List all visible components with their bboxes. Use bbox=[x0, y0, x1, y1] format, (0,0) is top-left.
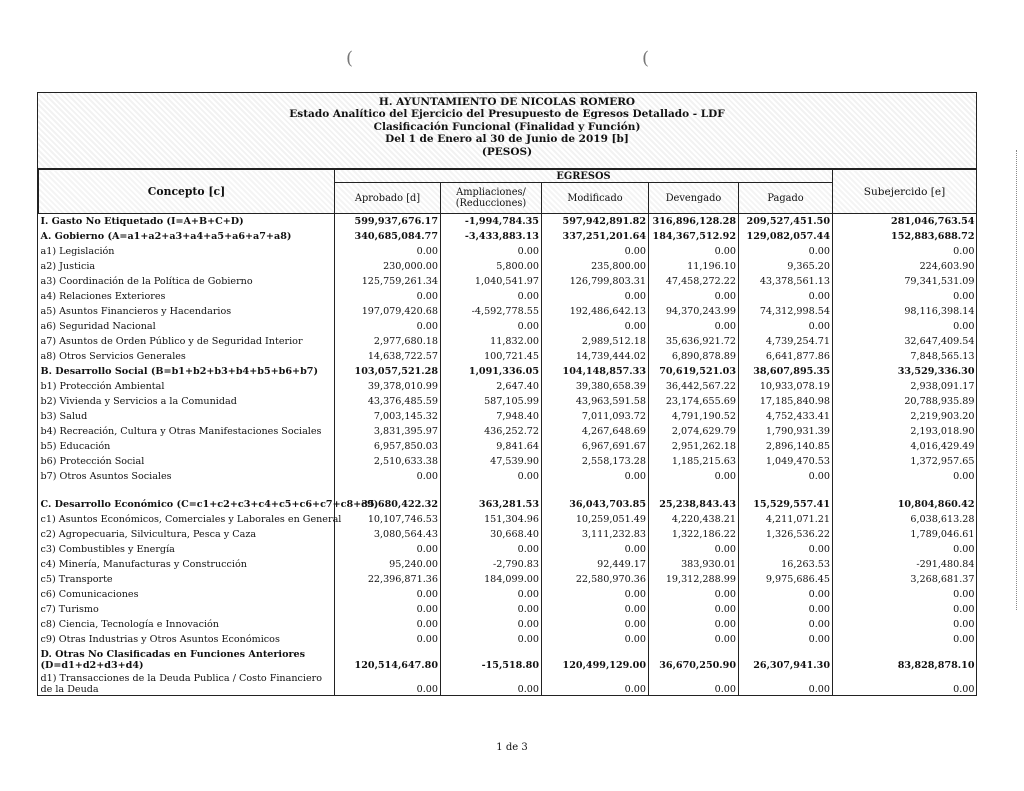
pagado-cell: 16,263.53 bbox=[739, 557, 833, 572]
devengado-cell bbox=[649, 484, 739, 497]
row-label: A. Gobierno (A=a1+a2+a3+a4+a5+a6+a7+a8) bbox=[40, 231, 292, 242]
subejercido-cell: 0.00 bbox=[833, 319, 977, 334]
ampliaciones-cell: 0.00 bbox=[441, 602, 542, 617]
modificado-cell: 6,967,691.67 bbox=[542, 439, 649, 454]
aprobado-cell: 2,977,680.18 bbox=[335, 334, 441, 349]
pagado-cell: 1,049,470.53 bbox=[739, 454, 833, 469]
subejercido-cell: 7,848,565.13 bbox=[833, 349, 977, 364]
table-row bbox=[39, 542, 977, 557]
devengado-cell: 94,370,243.99 bbox=[649, 304, 739, 319]
subejercido-cell: 1,372,957.65 bbox=[833, 454, 977, 469]
table-row bbox=[39, 364, 977, 379]
pagado-cell: 10,933,078.19 bbox=[739, 379, 833, 394]
subejercido-cell: 6,038,613.28 bbox=[833, 512, 977, 527]
ampliaciones-cell: 436,252.72 bbox=[441, 424, 542, 439]
modificado-cell: 235,800.00 bbox=[542, 259, 649, 274]
aprobado-cell: 340,685,084.77 bbox=[335, 229, 441, 244]
page-number: 1 de 3 bbox=[496, 742, 528, 753]
devengado-cell: 23,174,655.69 bbox=[649, 394, 739, 409]
modificado-cell: 4,267,648.69 bbox=[542, 424, 649, 439]
pagado-cell: 26,307,941.30 bbox=[739, 647, 833, 671]
devengado-header: Devengado bbox=[649, 183, 739, 214]
modificado-cell: 0.00 bbox=[542, 469, 649, 484]
modificado-cell: 0.00 bbox=[542, 319, 649, 334]
devengado-cell: 0.00 bbox=[649, 469, 739, 484]
table-row bbox=[39, 572, 977, 587]
table-row bbox=[39, 424, 977, 439]
table-row bbox=[39, 671, 977, 695]
row-label: a1) Legislación bbox=[40, 246, 115, 257]
devengado-cell: 0.00 bbox=[649, 542, 739, 557]
aprobado-cell: 0.00 bbox=[335, 244, 441, 259]
devengado-cell: 47,458,272.22 bbox=[649, 274, 739, 289]
row-label: c3) Combustibles y Energía bbox=[40, 544, 175, 555]
table-row bbox=[39, 512, 977, 527]
row-label: b4) Recreación, Cultura y Otras Manifestaciones Sociales bbox=[40, 426, 322, 437]
table-row bbox=[39, 409, 977, 424]
row-label: I. Gasto No Etiquetado (I=A+B+C+D) bbox=[39, 214, 335, 230]
modificado-cell: 0.00 bbox=[542, 602, 649, 617]
modificado-cell: 0.00 bbox=[542, 587, 649, 602]
devengado-cell: 11,196.10 bbox=[649, 259, 739, 274]
table-row bbox=[39, 304, 977, 319]
report-header bbox=[38, 93, 976, 169]
pagado-cell bbox=[739, 484, 833, 497]
pagado-cell: 2,896,140.85 bbox=[739, 439, 833, 454]
subejercido-cell: 1,789,046.61 bbox=[833, 527, 977, 542]
ampliaciones-cell: 0.00 bbox=[441, 244, 542, 259]
table-row bbox=[39, 259, 977, 274]
ampliaciones-cell: 0.00 bbox=[441, 587, 542, 602]
pagado-cell: 6,641,877.86 bbox=[739, 349, 833, 364]
devengado-cell: 0.00 bbox=[649, 244, 739, 259]
row-label: a5) Asuntos Financieros y Hacendarios bbox=[40, 306, 232, 317]
aprobado-header: Aprobado [d] bbox=[335, 183, 441, 214]
modificado-cell: 192,486,642.13 bbox=[542, 304, 649, 319]
aprobado-cell: 43,376,485.59 bbox=[335, 394, 441, 409]
devengado-cell: 70,619,521.03 bbox=[649, 364, 739, 379]
ampliaciones-cell: 5,800.00 bbox=[441, 259, 542, 274]
table-row bbox=[39, 349, 977, 364]
modificado-cell: 0.00 bbox=[542, 632, 649, 647]
table-row bbox=[39, 557, 977, 572]
devengado-cell: 2,074,629.79 bbox=[649, 424, 739, 439]
aprobado-cell: 14,638,722.57 bbox=[335, 349, 441, 364]
row-label: a3) Coordinación de la Política de Gobierno bbox=[40, 276, 253, 287]
subejercido-cell: 79,341,531.09 bbox=[833, 274, 977, 289]
aprobado-cell: 197,079,420.68 bbox=[335, 304, 441, 319]
pagado-cell: 9,975,686.45 bbox=[739, 572, 833, 587]
table-row bbox=[39, 632, 977, 647]
row-label: b5) Educación bbox=[40, 441, 111, 452]
modificado-cell: 0.00 bbox=[542, 617, 649, 632]
pagado-cell: 0.00 bbox=[739, 671, 833, 695]
row-label: c7) Turismo bbox=[40, 604, 99, 615]
modificado-cell: 0.00 bbox=[542, 244, 649, 259]
budget-rows bbox=[39, 214, 977, 696]
row-label: a2) Justicia bbox=[40, 261, 96, 272]
modificado-cell: 0.00 bbox=[542, 289, 649, 304]
ampliaciones-cell: 47,539.90 bbox=[441, 454, 542, 469]
ampliaciones-cell: 0.00 bbox=[441, 289, 542, 304]
row-label: c1) Asuntos Económicos, Comerciales y Laborales en General bbox=[40, 514, 342, 525]
row-label: b2) Vivienda y Servicios a la Comunidad bbox=[40, 396, 237, 407]
modificado-cell: 14,739,444.02 bbox=[542, 349, 649, 364]
subejercido-cell: 281,046,763.54 bbox=[833, 214, 977, 230]
table-row bbox=[39, 484, 977, 497]
subejercido-cell: 10,804,860.42 bbox=[833, 497, 977, 512]
devengado-cell: 0.00 bbox=[649, 671, 739, 695]
modificado-header: Modificado bbox=[542, 183, 649, 214]
row-label: a4) Relaciones Exteriores bbox=[40, 291, 166, 302]
row-label: a7) Asuntos de Orden Público y de Seguridad Interior bbox=[40, 336, 303, 347]
subejercido-cell: 33,529,336.30 bbox=[833, 364, 977, 379]
aprobado-cell: 125,759,261.34 bbox=[335, 274, 441, 289]
table-row bbox=[39, 274, 977, 289]
pagado-cell: 0.00 bbox=[739, 319, 833, 334]
aprobado-cell: 0.00 bbox=[335, 587, 441, 602]
row-label: B. Desarrollo Social (B=b1+b2+b3+b4+b5+b6+b7) bbox=[40, 366, 319, 377]
modificado-cell: 120,499,129.00 bbox=[542, 647, 649, 671]
subejercido-cell: 0.00 bbox=[833, 632, 977, 647]
subejercido-cell: 0.00 bbox=[833, 289, 977, 304]
classification-title: Clasificación Funcional (Finalidad y Función) bbox=[373, 120, 641, 133]
ampliaciones-cell bbox=[441, 484, 542, 497]
modificado-cell: 597,942,891.82 bbox=[542, 214, 649, 230]
pagado-cell: 4,752,433.41 bbox=[739, 409, 833, 424]
aprobado-cell: 103,057,521.28 bbox=[335, 364, 441, 379]
aprobado-cell: 0.00 bbox=[335, 319, 441, 334]
devengado-cell: 0.00 bbox=[649, 319, 739, 334]
row-label: b7) Otros Asuntos Sociales bbox=[40, 471, 172, 482]
aprobado-cell: 230,000.00 bbox=[335, 259, 441, 274]
modificado-cell: 39,380,658.39 bbox=[542, 379, 649, 394]
ampliaciones-cell: -3,433,883.13 bbox=[441, 229, 542, 244]
aprobado-cell: 3,831,395.97 bbox=[335, 424, 441, 439]
pagado-cell: 43,378,561.13 bbox=[739, 274, 833, 289]
subejercido-cell: 0.00 bbox=[833, 602, 977, 617]
row-label: b6) Protección Social bbox=[40, 456, 145, 467]
subejercido-cell: 152,883,688.72 bbox=[833, 229, 977, 244]
aprobado-cell: 6,957,850.03 bbox=[335, 439, 441, 454]
table-row bbox=[39, 319, 977, 334]
modificado-cell: 10,259,051.49 bbox=[542, 512, 649, 527]
pagado-cell: 0.00 bbox=[739, 602, 833, 617]
subejercido-cell: 4,016,429.49 bbox=[833, 439, 977, 454]
devengado-cell: 0.00 bbox=[649, 587, 739, 602]
table-row bbox=[39, 229, 977, 244]
row-label: b3) Salud bbox=[40, 411, 88, 422]
modificado-cell: 126,799,803.31 bbox=[542, 274, 649, 289]
row-label: a8) Otros Servicios Generales bbox=[40, 351, 186, 362]
pagado-cell: 4,739,254.71 bbox=[739, 334, 833, 349]
ampliaciones-cell: 0.00 bbox=[441, 469, 542, 484]
row-label: c5) Transporte bbox=[40, 574, 113, 585]
pagado-cell: 4,211,071.21 bbox=[739, 512, 833, 527]
ampliaciones-cell: 11,832.00 bbox=[441, 334, 542, 349]
subejercido-header: Subejercido [e] bbox=[833, 170, 977, 214]
pagado-cell: 0.00 bbox=[739, 542, 833, 557]
table-row bbox=[39, 334, 977, 349]
egresos-header: EGRESOS bbox=[335, 170, 833, 183]
table-row bbox=[39, 617, 977, 632]
subejercido-cell bbox=[833, 484, 977, 497]
pagado-cell: 9,365.20 bbox=[739, 259, 833, 274]
subejercido-cell: 3,268,681.37 bbox=[833, 572, 977, 587]
table-row bbox=[39, 454, 977, 469]
table-row bbox=[39, 469, 977, 484]
row-label: d1) Transacciones de la Deuda Publica / Costo Financiero de la Deuda bbox=[40, 673, 322, 695]
pagado-cell: 74,312,998.54 bbox=[739, 304, 833, 319]
aprobado-cell: 10,107,746.53 bbox=[335, 512, 441, 527]
devengado-cell: 4,791,190.52 bbox=[649, 409, 739, 424]
aprobado-cell: 0.00 bbox=[335, 289, 441, 304]
ampliaciones-cell: 0.00 bbox=[441, 542, 542, 557]
row-label: b1) Protección Ambiental bbox=[40, 381, 165, 392]
table-row bbox=[39, 379, 977, 394]
table-row bbox=[39, 527, 977, 542]
ampliaciones-cell: 0.00 bbox=[441, 319, 542, 334]
aprobado-cell: 0.00 bbox=[335, 671, 441, 695]
modificado-cell: 104,148,857.33 bbox=[542, 364, 649, 379]
ampliaciones-cell: -4,592,778.55 bbox=[441, 304, 542, 319]
ampliaciones-cell: 9,841.64 bbox=[441, 439, 542, 454]
ampliaciones-cell: -1,994,784.35 bbox=[441, 214, 542, 230]
ampliaciones-cell: 587,105.99 bbox=[441, 394, 542, 409]
modificado-cell: 2,989,512.18 bbox=[542, 334, 649, 349]
subejercido-cell: 32,647,409.54 bbox=[833, 334, 977, 349]
pagado-cell: 0.00 bbox=[739, 469, 833, 484]
pagado-cell: 0.00 bbox=[739, 587, 833, 602]
aprobado-cell: 0.00 bbox=[335, 542, 441, 557]
ampliaciones-cell: 151,304.96 bbox=[441, 512, 542, 527]
pagado-cell: 0.00 bbox=[739, 244, 833, 259]
subejercido-cell: 83,828,878.10 bbox=[833, 647, 977, 671]
pagado-cell: 0.00 bbox=[739, 617, 833, 632]
aprobado-cell: 22,396,871.36 bbox=[335, 572, 441, 587]
ampliaciones-cell: 7,948.40 bbox=[441, 409, 542, 424]
ampliaciones-cell: -2,790.83 bbox=[441, 557, 542, 572]
ampliaciones-cell: 100,721.45 bbox=[441, 349, 542, 364]
row-label: C. Desarrollo Económico (C=c1+c2+c3+c4+c5+c6+c7+c8+c9) bbox=[40, 499, 379, 510]
budget-table bbox=[38, 169, 977, 695]
budget-report bbox=[37, 92, 977, 696]
pagado-cell: 17,185,840.98 bbox=[739, 394, 833, 409]
ampliaciones-cell: 0.00 bbox=[441, 617, 542, 632]
table-row bbox=[39, 647, 977, 671]
ampliaciones-cell: 30,668.40 bbox=[441, 527, 542, 542]
table-row bbox=[39, 289, 977, 304]
table-row bbox=[39, 497, 977, 512]
aprobado-cell: 599,937,676.17 bbox=[335, 214, 441, 230]
devengado-cell: 184,367,512.92 bbox=[649, 229, 739, 244]
modificado-cell bbox=[542, 484, 649, 497]
modificado-cell: 22,580,970.36 bbox=[542, 572, 649, 587]
pagado-cell: 0.00 bbox=[739, 632, 833, 647]
aprobado-cell: 2,510,633.38 bbox=[335, 454, 441, 469]
pagado-cell: 1,326,536.22 bbox=[739, 527, 833, 542]
devengado-cell: 36,670,250.90 bbox=[649, 647, 739, 671]
modificado-cell: 337,251,201.64 bbox=[542, 229, 649, 244]
aprobado-cell: 39,378,010.99 bbox=[335, 379, 441, 394]
ampliaciones-cell: -15,518.80 bbox=[441, 647, 542, 671]
currency-note: (PESOS) bbox=[481, 145, 533, 158]
modificado-cell: 92,449.17 bbox=[542, 557, 649, 572]
ampliaciones-cell: 363,281.53 bbox=[441, 497, 542, 512]
concept-header: Concepto [c] bbox=[39, 170, 335, 214]
modificado-cell: 0.00 bbox=[542, 671, 649, 695]
modificado-cell: 0.00 bbox=[542, 542, 649, 557]
ampliaciones-cell: 1,040,541.97 bbox=[441, 274, 542, 289]
subejercido-cell: 98,116,398.14 bbox=[833, 304, 977, 319]
modificado-cell: 3,111,232.83 bbox=[542, 527, 649, 542]
table-row bbox=[39, 587, 977, 602]
subejercido-cell: 20,788,935.89 bbox=[833, 394, 977, 409]
ampliaciones-cell: 2,647.40 bbox=[441, 379, 542, 394]
row-label: D. Otras No Clasificadas en Funciones Anteriores (D=d1+d2+d3+d4) bbox=[40, 649, 306, 671]
table-row bbox=[39, 439, 977, 454]
ampliaciones-cell: 0.00 bbox=[441, 671, 542, 695]
devengado-cell: 383,930.01 bbox=[649, 557, 739, 572]
devengado-cell: 35,636,921.72 bbox=[649, 334, 739, 349]
devengado-cell: 0.00 bbox=[649, 602, 739, 617]
pagado-cell: 129,082,057.44 bbox=[739, 229, 833, 244]
devengado-cell: 25,238,843.43 bbox=[649, 497, 739, 512]
table-row bbox=[39, 214, 977, 230]
aprobado-cell: 95,240.00 bbox=[335, 557, 441, 572]
table-row bbox=[39, 244, 977, 259]
devengado-cell: 1,185,215.63 bbox=[649, 454, 739, 469]
period-title: Del 1 de Enero al 30 de Junio de 2019 [b] bbox=[385, 133, 629, 146]
entity-name: H. AYUNTAMIENTO DE NICOLAS ROMERO bbox=[378, 96, 636, 108]
devengado-cell: 4,220,438.21 bbox=[649, 512, 739, 527]
row-label: c6) Comunicaciones bbox=[40, 589, 139, 600]
devengado-cell: 316,896,128.28 bbox=[649, 214, 739, 230]
devengado-cell: 2,951,262.18 bbox=[649, 439, 739, 454]
scan-mark-left: ( bbox=[346, 48, 354, 69]
subejercido-cell: 0.00 bbox=[833, 617, 977, 632]
devengado-cell: 19,312,288.99 bbox=[649, 572, 739, 587]
subejercido-cell: 0.00 bbox=[833, 542, 977, 557]
ampliaciones-cell: 184,099.00 bbox=[441, 572, 542, 587]
devengado-cell: 36,442,567.22 bbox=[649, 379, 739, 394]
row-label: a6) Seguridad Nacional bbox=[40, 321, 156, 332]
modificado-cell: 36,043,703.85 bbox=[542, 497, 649, 512]
modificado-cell: 7,011,093.72 bbox=[542, 409, 649, 424]
devengado-cell: 1,322,186.22 bbox=[649, 527, 739, 542]
scan-mark-right: ( bbox=[642, 48, 650, 69]
subejercido-cell: 0.00 bbox=[833, 671, 977, 695]
report-title: Estado Analítico del Ejercicio del Presupuesto de Egresos Detallado - LDF bbox=[289, 108, 725, 121]
subejercido-cell: -291,480.84 bbox=[833, 557, 977, 572]
subejercido-cell: 0.00 bbox=[833, 244, 977, 259]
devengado-cell: 0.00 bbox=[649, 289, 739, 304]
table-row bbox=[39, 394, 977, 409]
pagado-cell: 1,790,931.39 bbox=[739, 424, 833, 439]
devengado-cell: 6,890,878.89 bbox=[649, 349, 739, 364]
ampliaciones-header: Ampliaciones/ (Reducciones) bbox=[441, 183, 542, 214]
aprobado-cell: 35,680,422.32 bbox=[335, 497, 441, 512]
modificado-cell: 2,558,173.28 bbox=[542, 454, 649, 469]
aprobado-cell: 120,514,647.80 bbox=[335, 647, 441, 671]
aprobado-cell: 0.00 bbox=[335, 469, 441, 484]
row-label bbox=[39, 484, 335, 497]
ampliaciones-cell: 0.00 bbox=[441, 632, 542, 647]
aprobado-cell: 0.00 bbox=[335, 602, 441, 617]
aprobado-cell: 0.00 bbox=[335, 632, 441, 647]
aprobado-cell: 7,003,145.32 bbox=[335, 409, 441, 424]
row-label: c8) Ciencia, Tecnología e Innovación bbox=[40, 619, 219, 630]
row-label: c4) Minería, Manufacturas y Construcción bbox=[40, 559, 247, 570]
table-row bbox=[39, 602, 977, 617]
aprobado-cell: 3,080,564.43 bbox=[335, 527, 441, 542]
row-label: c9) Otras Industrias y Otros Asuntos Económicos bbox=[40, 634, 280, 645]
subejercido-cell: 0.00 bbox=[833, 587, 977, 602]
subejercido-cell: 2,938,091.17 bbox=[833, 379, 977, 394]
pagado-cell: 209,527,451.50 bbox=[739, 214, 833, 230]
pagado-header: Pagado bbox=[739, 183, 833, 214]
devengado-cell: 0.00 bbox=[649, 617, 739, 632]
subejercido-cell: 0.00 bbox=[833, 469, 977, 484]
ampliaciones-cell: 1,091,336.05 bbox=[441, 364, 542, 379]
pagado-cell: 15,529,557.41 bbox=[739, 497, 833, 512]
aprobado-cell bbox=[335, 484, 441, 497]
devengado-cell: 0.00 bbox=[649, 632, 739, 647]
modificado-cell: 43,963,591.58 bbox=[542, 394, 649, 409]
aprobado-cell: 0.00 bbox=[335, 617, 441, 632]
subejercido-cell: 224,603.90 bbox=[833, 259, 977, 274]
subejercido-cell: 2,219,903.20 bbox=[833, 409, 977, 424]
row-label: c2) Agropecuaria, Silvicultura, Pesca y Caza bbox=[40, 529, 257, 540]
pagado-cell: 38,607,895.35 bbox=[739, 364, 833, 379]
scan-edge-artifact bbox=[1016, 150, 1020, 610]
subejercido-cell: 2,193,018.90 bbox=[833, 424, 977, 439]
pagado-cell: 0.00 bbox=[739, 289, 833, 304]
